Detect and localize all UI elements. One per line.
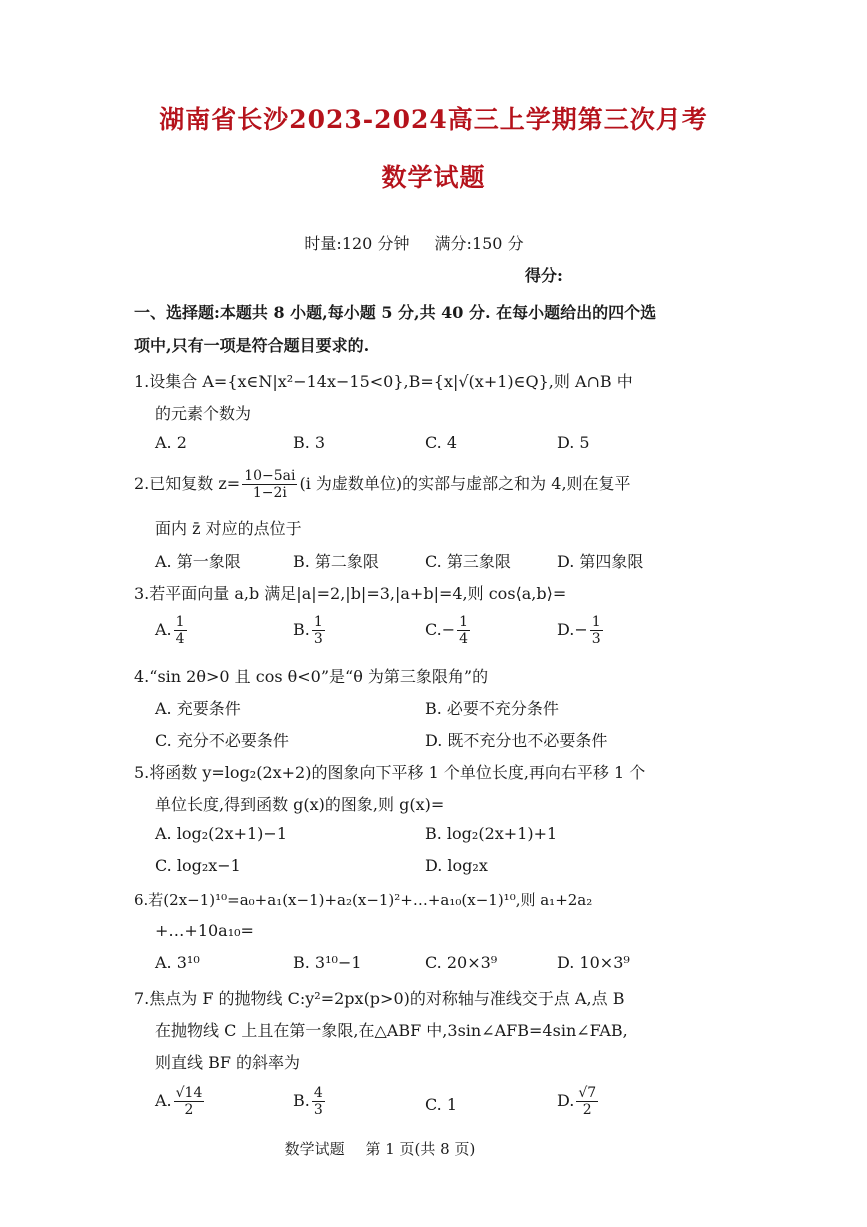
q6-stem-line1: 6.若(2x−1)¹⁰=a₀+a₁(x−1)+a₂(x−1)²+…+a₁₀(x−1)¹⁰,则 a₁+2a₂	[134, 891, 593, 909]
exam-meta	[0, 231, 828, 254]
q3-option-c-sign: −	[441, 620, 456, 639]
q7-option-a-label: A.	[155, 1091, 172, 1110]
q3-option-c-label: C.	[425, 620, 442, 639]
q3-option-d-sign: −	[574, 620, 588, 639]
time-limit: 时量:120 分钟	[304, 234, 410, 253]
q6-option-a: A. 3¹⁰	[155, 953, 200, 972]
q7-option-a-den: 2	[184, 1102, 194, 1118]
q1-option-d: D. 5	[557, 433, 590, 452]
q2-fraction-num: 10−5ai	[244, 468, 296, 484]
q1-stem-line1: 1.设集合 A={x∈N|x²−14x−15<0},B={x|√(x+1)∈Q},则 A∩B 中	[134, 372, 633, 391]
q2-suffix: (i 为虚数单位)的实部与虚部之和为 4,则在复平	[299, 474, 631, 493]
q4-option-b: B. 必要不充分条件	[425, 699, 559, 718]
q6-stem-line2: +…+10a₁₀=	[155, 921, 254, 940]
q5-option-b: B. log₂(2x+1)+1	[425, 824, 558, 843]
q3-option-b-fraction	[312, 614, 325, 647]
q7-option-b-den: 3	[313, 1102, 323, 1118]
q7-option-a	[155, 1085, 206, 1118]
q7-option-b-label: B.	[293, 1091, 310, 1110]
q7-option-b-num: 4	[313, 1085, 323, 1101]
q3-option-d-label: D.	[557, 620, 575, 639]
q6-option-d: D. 10×3⁹	[557, 953, 630, 972]
q3-option-c	[425, 614, 472, 647]
q7-stem-line1: 7.焦点为 F 的抛物线 C:y²=2px(p>0)的对称轴与准线交于点 A,点 B	[134, 989, 625, 1008]
q7-option-b-fraction	[312, 1085, 325, 1118]
score-label: 得分:	[525, 266, 563, 285]
q4-option-d: D. 既不充分也不必要条件	[425, 731, 608, 750]
q7-option-d-fraction	[576, 1085, 598, 1118]
footer-subject: 数学试题	[284, 1140, 345, 1158]
q7-option-d-num: √7	[578, 1085, 597, 1101]
q4-option-a: A. 充要条件	[155, 699, 241, 718]
q1-option-b: B. 3	[293, 433, 326, 452]
q6-option-b: B. 3¹⁰−1	[293, 953, 362, 972]
q7-option-c-label: C.	[425, 1095, 442, 1114]
q7-option-b	[293, 1085, 327, 1118]
section-intro-line1: 一、选择题:本题共 8 小题,每小题 5 分,共 40 分. 在每小题给出的四个选	[134, 303, 657, 322]
q4-option-c: C. 充分不必要条件	[155, 731, 289, 750]
q3-option-a-fraction	[174, 614, 187, 647]
q7-option-d-den: 2	[582, 1102, 592, 1118]
q2-fraction	[242, 468, 297, 501]
q2-option-b: B. 第二象限	[293, 552, 379, 571]
q3-option-c-den: 4	[459, 631, 469, 647]
q4-stem: 4.“sin 2θ>0 且 cos θ<0”是“θ 为第三象限角”的	[134, 667, 489, 686]
q2-option-a: A. 第一象限	[155, 552, 241, 571]
q3-option-b-num: 1	[313, 614, 323, 630]
q1-stem-line2: 的元素个数为	[155, 404, 252, 423]
page-footer	[0, 1138, 760, 1159]
q3-option-a	[155, 614, 189, 647]
q5-option-c: C. log₂x−1	[155, 856, 241, 875]
q1-option-c: C. 4	[425, 433, 458, 452]
q3-option-c-num: 1	[459, 614, 469, 630]
q3-option-d	[557, 614, 605, 647]
q3-option-a-num: 1	[175, 614, 185, 630]
q7-stem-line3: 则直线 BF 的斜率为	[155, 1053, 301, 1072]
q3-option-a-den: 4	[175, 631, 185, 647]
q3-option-d-fraction	[590, 614, 603, 647]
q3-option-a-label: A.	[155, 620, 172, 639]
q2-option-c: C. 第三象限	[425, 552, 511, 571]
q2-stem-line2: 面内 z̄ 对应的点位于	[155, 519, 302, 538]
q3-stem: 3.若平面向量 a,b 满足|a|=2,|b|=3,|a+b|=4,则 cos⟨a,b⟩=	[134, 584, 567, 603]
q2-prefix: 2.已知复数 z=	[134, 474, 241, 493]
q7-option-c-value: 1	[446, 1095, 458, 1114]
q5-stem-line1: 5.将函数 y=log₂(2x+2)的图象向下平移 1 个单位长度,再向右平移 1 个	[134, 763, 646, 782]
q2-option-d: D. 第四象限	[557, 552, 644, 571]
q7-option-a-num: √14	[175, 1085, 203, 1101]
q7-stem-line2: 在抛物线 C 上且在第一象限,在△ABF 中,3sin∠AFB=4sin∠FAB,	[155, 1021, 628, 1040]
section-intro-line2: 项中,只有一项是符合题目要求的.	[134, 336, 370, 355]
q5-option-a: A. log₂(2x+1)−1	[155, 824, 287, 843]
q3-option-d-den: 3	[591, 631, 601, 647]
exam-title: 湖南省长沙2023-2024高三上学期第三次月考	[159, 105, 708, 134]
q7-option-a-fraction	[174, 1085, 205, 1118]
q7-option-c	[425, 1095, 457, 1114]
q2-fraction-den: 1−2i	[252, 485, 287, 501]
full-score: 满分:150 分	[434, 234, 524, 253]
footer-page-number: 第 1 页(共 8 页)	[365, 1140, 476, 1158]
q3-option-c-fraction	[457, 614, 470, 647]
q3-option-b	[293, 614, 327, 647]
q7-option-d	[557, 1085, 600, 1118]
q7-option-d-label: D.	[557, 1091, 575, 1110]
q6-option-c: C. 20×3⁹	[425, 953, 498, 972]
q2-stem-line1	[134, 468, 631, 501]
exam-subtitle: 数学试题	[381, 163, 486, 192]
q3-option-d-num: 1	[591, 614, 601, 630]
q5-option-d: D. log₂x	[425, 856, 488, 875]
q3-option-b-den: 3	[313, 631, 323, 647]
q5-stem-line2: 单位长度,得到函数 g(x)的图象,则 g(x)=	[155, 795, 445, 814]
q1-option-a: A. 2	[155, 433, 187, 452]
q3-option-b-label: B.	[293, 620, 310, 639]
